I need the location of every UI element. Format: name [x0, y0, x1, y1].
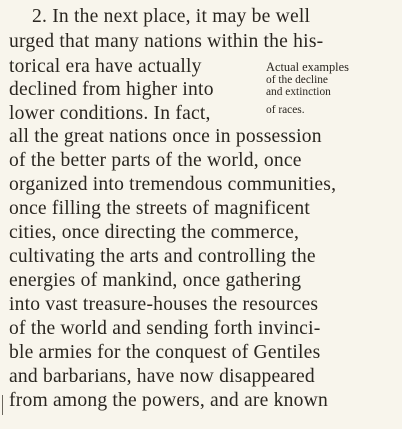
body-line-6: all the great nations once in possession [9, 126, 322, 147]
margin-note-line-4: of races. [266, 103, 305, 116]
body-line-16: and barbarians, have now disappeared [9, 366, 315, 387]
body-line-14: of the world and sending forth invinci- [9, 318, 321, 339]
body-line-3: torical era have actually [9, 56, 202, 77]
body-line-17: from among the powers, and are known [9, 390, 328, 411]
body-line-7: of the better parts of the world, once [9, 150, 302, 171]
margin-note-line-1: Actual examples [266, 60, 349, 74]
body-line-8: organized into tremendous communities, [9, 174, 337, 195]
margin-note-line-3: and extinction [266, 86, 331, 99]
body-line-2: urged that many nations within the his- [9, 31, 324, 52]
body-line-15: ble armies for the conquest of Gentiles [9, 342, 321, 363]
body-line-11: cultivating the arts and controlling the [9, 246, 316, 267]
body-line-4: declined from higher into [9, 79, 214, 100]
body-line-5: lower conditions. In fact, [9, 103, 211, 124]
margin-note-line-2: of the decline [266, 74, 328, 87]
margin-rule [2, 395, 3, 415]
body-line-9: once filling the streets of magnificent [9, 198, 311, 219]
body-line-10: cities, once directing the commerce, [9, 222, 300, 243]
body-line-12: energies of mankind, once gathering [9, 270, 302, 291]
body-line-13: into vast treasure-houses the resources [9, 294, 319, 315]
body-line-1: 2. In the next place, it may be well [32, 6, 311, 27]
margin-note [266, 61, 402, 116]
